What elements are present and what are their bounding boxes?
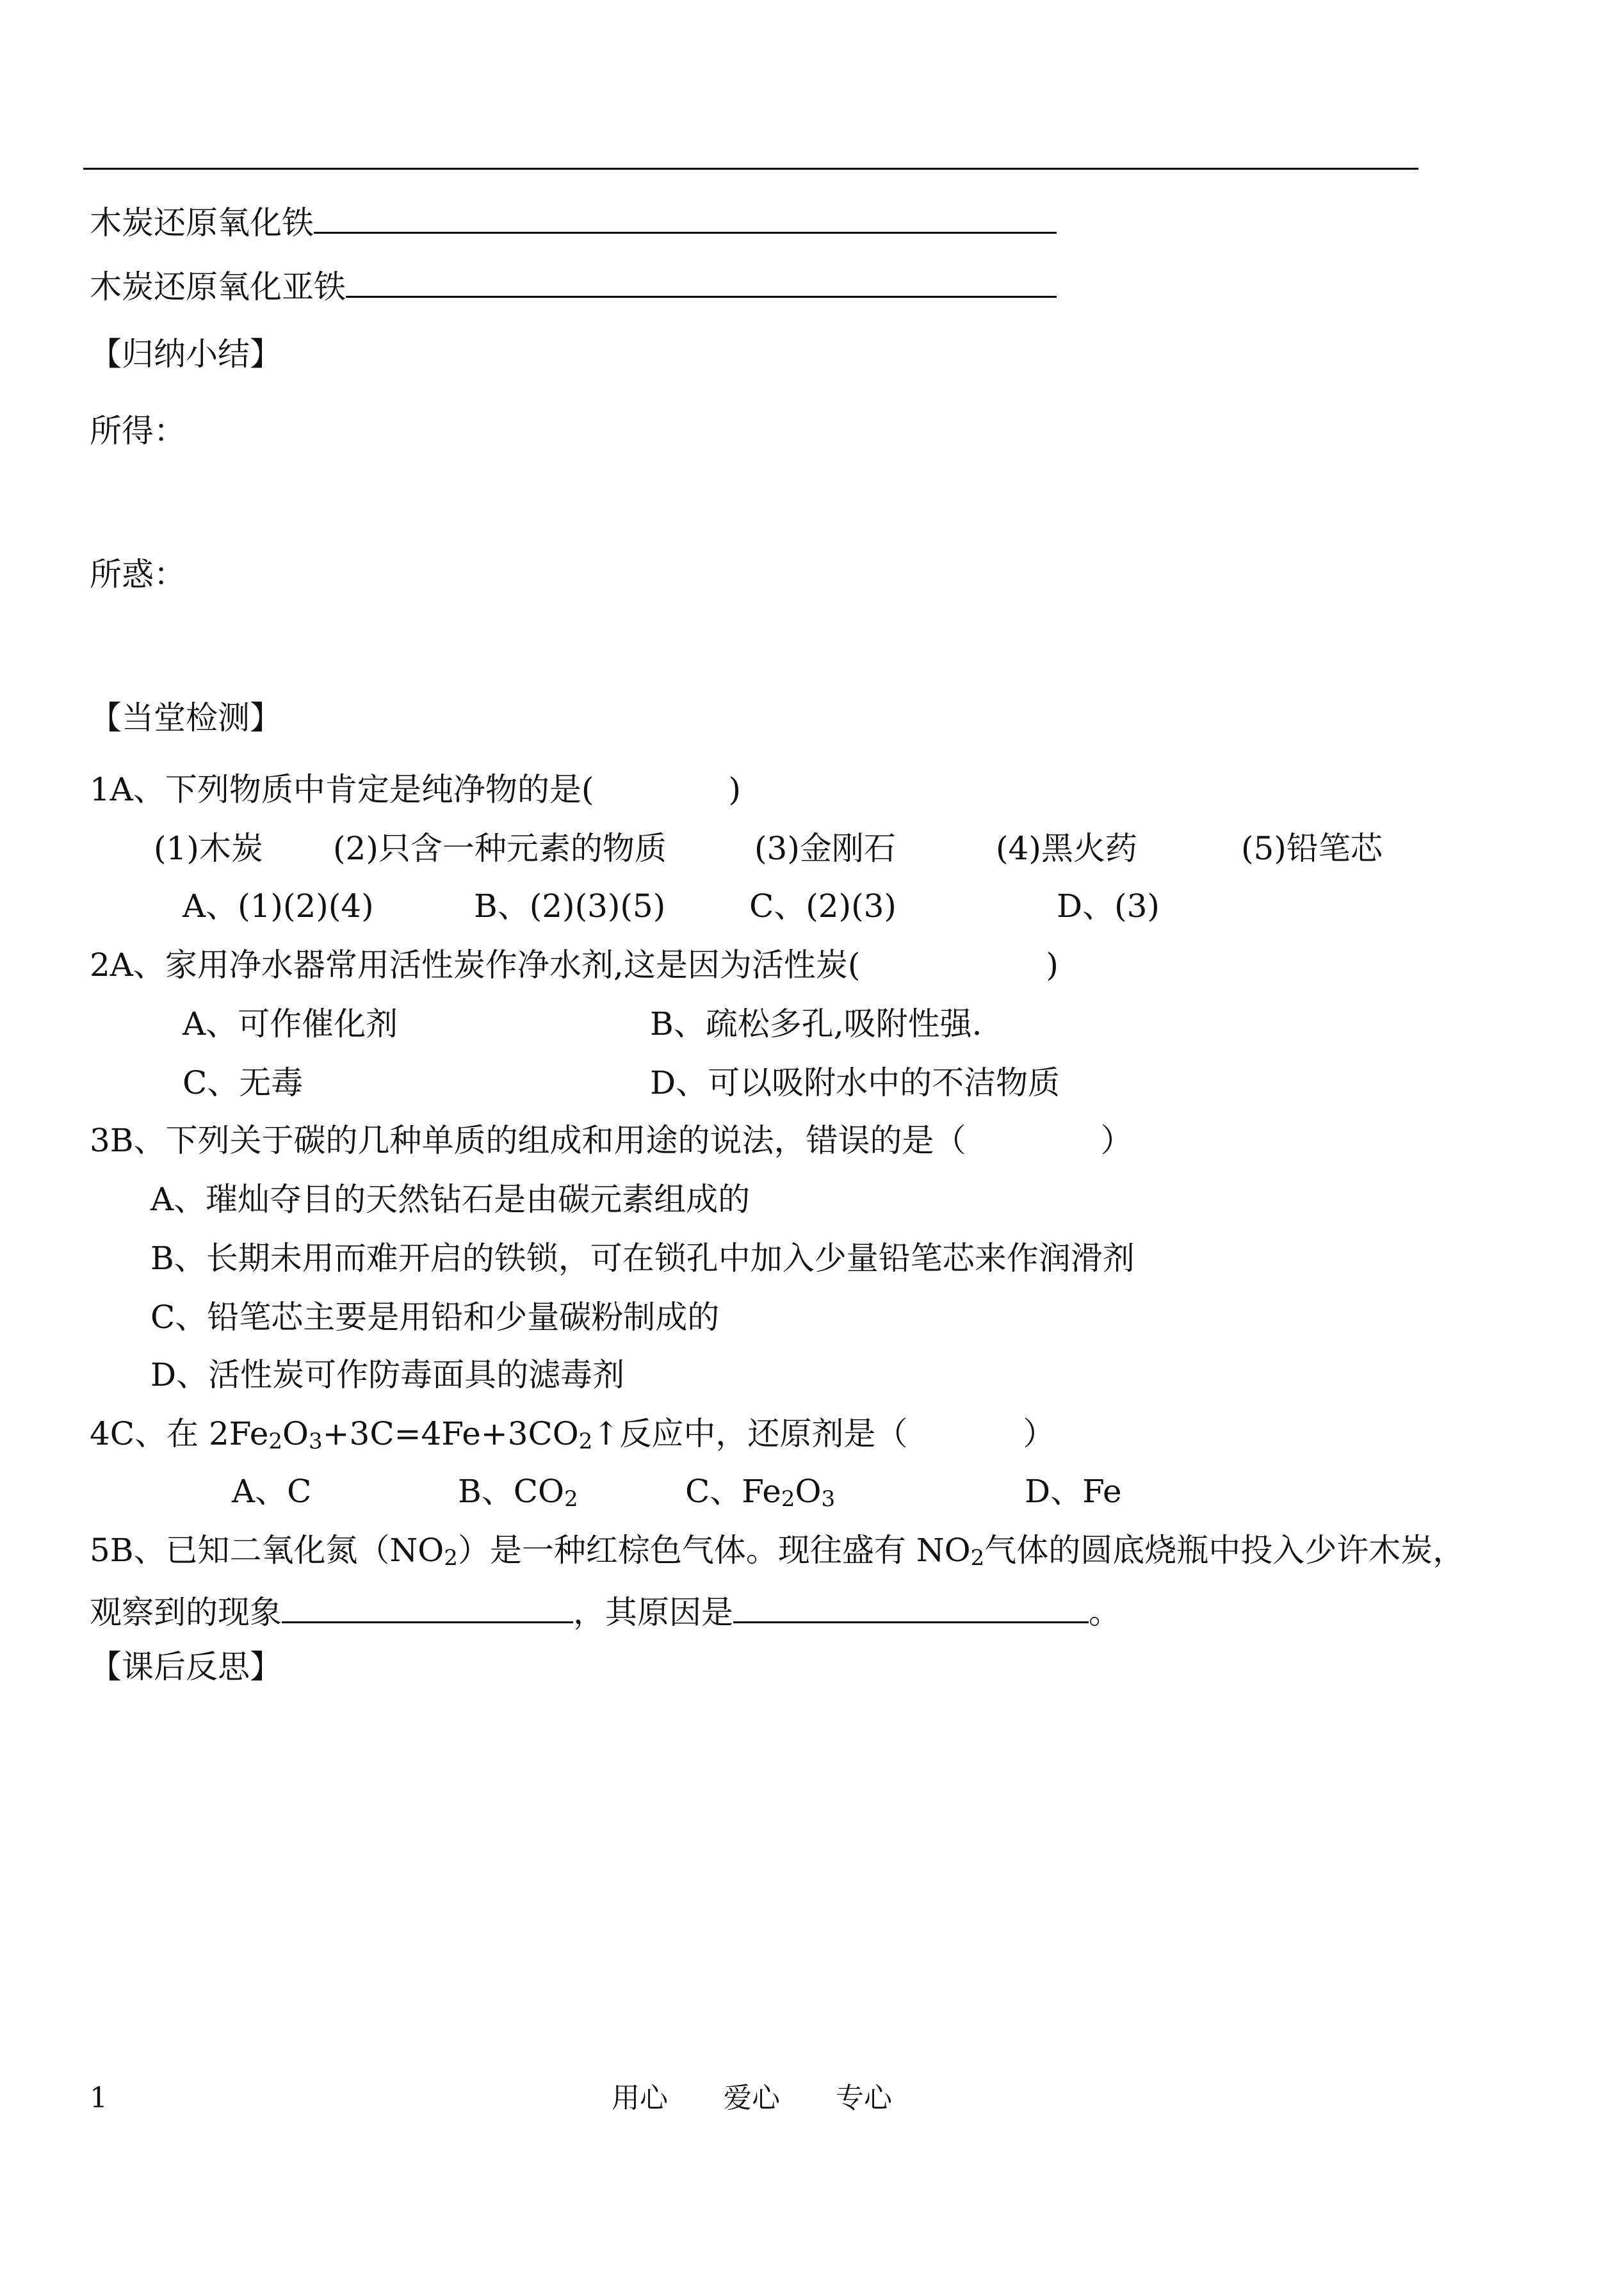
q5-line-2 xyxy=(90,1593,1121,1631)
q5-text-b: ）是一种红棕色气体。现往盛有 NO xyxy=(457,1532,971,1569)
q4-option-c[interactable] xyxy=(685,1473,836,1512)
footer-motto-3: 专心 xyxy=(836,2082,892,2114)
q4-option-c-text-b: O xyxy=(795,1473,822,1510)
footer-motto-1: 用心 xyxy=(612,2082,668,2114)
q2-stem xyxy=(90,946,1059,984)
q1-option-c[interactable]: C、(2)(3) xyxy=(749,888,897,925)
test-heading: 【当堂检测】 xyxy=(90,699,282,736)
q3-option-b[interactable]: B、长期未用而难开启的铁锁，可在锁孔中加入少量铅笔芯来作润滑剂 xyxy=(150,1240,1135,1277)
q4-sub-1: 2 xyxy=(268,1429,282,1454)
summary-heading: 【归纳小结】 xyxy=(90,336,282,373)
doubts-label: 所惑： xyxy=(90,556,186,593)
q1-stem-text: 1A、下列物质中肯定是纯净物的是( xyxy=(90,771,594,808)
top-rule xyxy=(83,168,1418,170)
q1-option-b[interactable]: B、(2)(3)(5) xyxy=(474,888,666,925)
q5-line-1 xyxy=(90,1532,1465,1571)
q1-item-3: (3)金刚石 xyxy=(754,830,896,867)
q5-phenomenon-label: 观察到的现象 xyxy=(90,1594,282,1631)
q3-close-paren: ） xyxy=(1100,1122,1133,1159)
q5-sub-2: 2 xyxy=(970,1545,985,1571)
q4-stem-suffix: ↑反应中，还原剂是（ xyxy=(592,1415,908,1452)
q5-text-c: 气体的圆底烧瓶中投入少许木炭， xyxy=(984,1532,1465,1569)
q1-option-a[interactable]: A、(1)(2)(4) xyxy=(183,888,374,925)
q5-reason-label: ，其原因是 xyxy=(573,1594,733,1631)
q2-option-a[interactable]: A、可作催化剂 xyxy=(183,1005,398,1042)
q1-close-paren: ) xyxy=(728,771,741,808)
q4-option-d[interactable]: D、Fe xyxy=(1025,1473,1122,1510)
q1-item-4: (4)黑火药 xyxy=(996,830,1137,867)
line-reduce-fe2o3-label: 木炭还原氧化铁 xyxy=(90,204,314,241)
q2-option-d[interactable]: D、可以吸附水中的不洁物质 xyxy=(650,1064,1060,1101)
q5-sub-1: 2 xyxy=(444,1545,458,1571)
q1-stem xyxy=(90,771,741,808)
q3-stem xyxy=(90,1122,1133,1159)
q5-text-a: 5B、已知二氧化氮（NO xyxy=(90,1532,444,1569)
footer-motto-2: 爱心 xyxy=(724,2082,780,2114)
page-number: 1 xyxy=(90,2082,108,2114)
q1-option-d[interactable]: D、(3) xyxy=(1057,888,1160,925)
q4-sub-3: 2 xyxy=(578,1429,593,1454)
line-reduce-feo-label: 木炭还原氧化亚铁 xyxy=(90,268,346,305)
q2-option-b[interactable]: B、疏松多孔,吸附性强. xyxy=(650,1005,982,1042)
q3-option-d[interactable]: D、活性炭可作防毒面具的滤毒剂 xyxy=(150,1356,625,1393)
q4-stem-prefix: 4C、在 2Fe xyxy=(90,1415,269,1452)
q4-option-c-sub-1: 2 xyxy=(781,1486,795,1512)
q4-option-b-sub: 2 xyxy=(564,1486,578,1512)
q5-reason-blank[interactable] xyxy=(733,1593,1089,1623)
q4-stem-o: O xyxy=(282,1415,309,1452)
q1-item-2: (2)只含一种元素的物质 xyxy=(333,830,667,867)
q5-phenomenon-blank[interactable] xyxy=(282,1593,573,1623)
q4-option-c-text-a: C、Fe xyxy=(685,1473,781,1510)
line-reduce-feo xyxy=(90,268,1057,303)
q4-sub-2: 3 xyxy=(308,1429,323,1454)
q3-option-c[interactable]: C、铅笔芯主要是用铅和少量碳粉制成的 xyxy=(150,1299,720,1336)
q5-period: 。 xyxy=(1089,1594,1121,1631)
q4-stem-mid: +3C=4Fe+3CO xyxy=(322,1415,579,1452)
q4-option-c-sub-2: 3 xyxy=(821,1486,836,1512)
q2-close-paren: ) xyxy=(1046,946,1059,984)
gains-label: 所得： xyxy=(90,412,186,450)
line-reduce-fe2o3 xyxy=(90,204,1057,239)
q4-option-a[interactable]: A、C xyxy=(232,1473,312,1510)
q3-stem-text: 3B、下列关于碳的几种单质的组成和用途的说法，错误的是（ xyxy=(90,1122,966,1159)
q2-option-c[interactable]: C、无毒 xyxy=(183,1064,304,1101)
q3-option-a[interactable]: A、璀灿夺目的天然钻石是由碳元素组成的 xyxy=(150,1181,751,1218)
reflection-heading: 【课后反思】 xyxy=(90,1648,282,1685)
q4-option-b[interactable] xyxy=(458,1473,578,1512)
q1-item-5: (5)铅笔芯 xyxy=(1241,830,1383,867)
answer-blank-feo[interactable] xyxy=(346,268,1057,298)
q4-close-paren: ） xyxy=(1023,1415,1055,1452)
q2-stem-text: 2A、家用净水器常用活性炭作净水剂,这是因为活性炭( xyxy=(90,946,861,984)
q1-item-1: (1)木炭 xyxy=(154,830,263,867)
q4-option-b-text: B、CO xyxy=(458,1473,564,1510)
q4-stem xyxy=(90,1415,1055,1454)
answer-blank-fe2o3[interactable] xyxy=(314,204,1057,234)
